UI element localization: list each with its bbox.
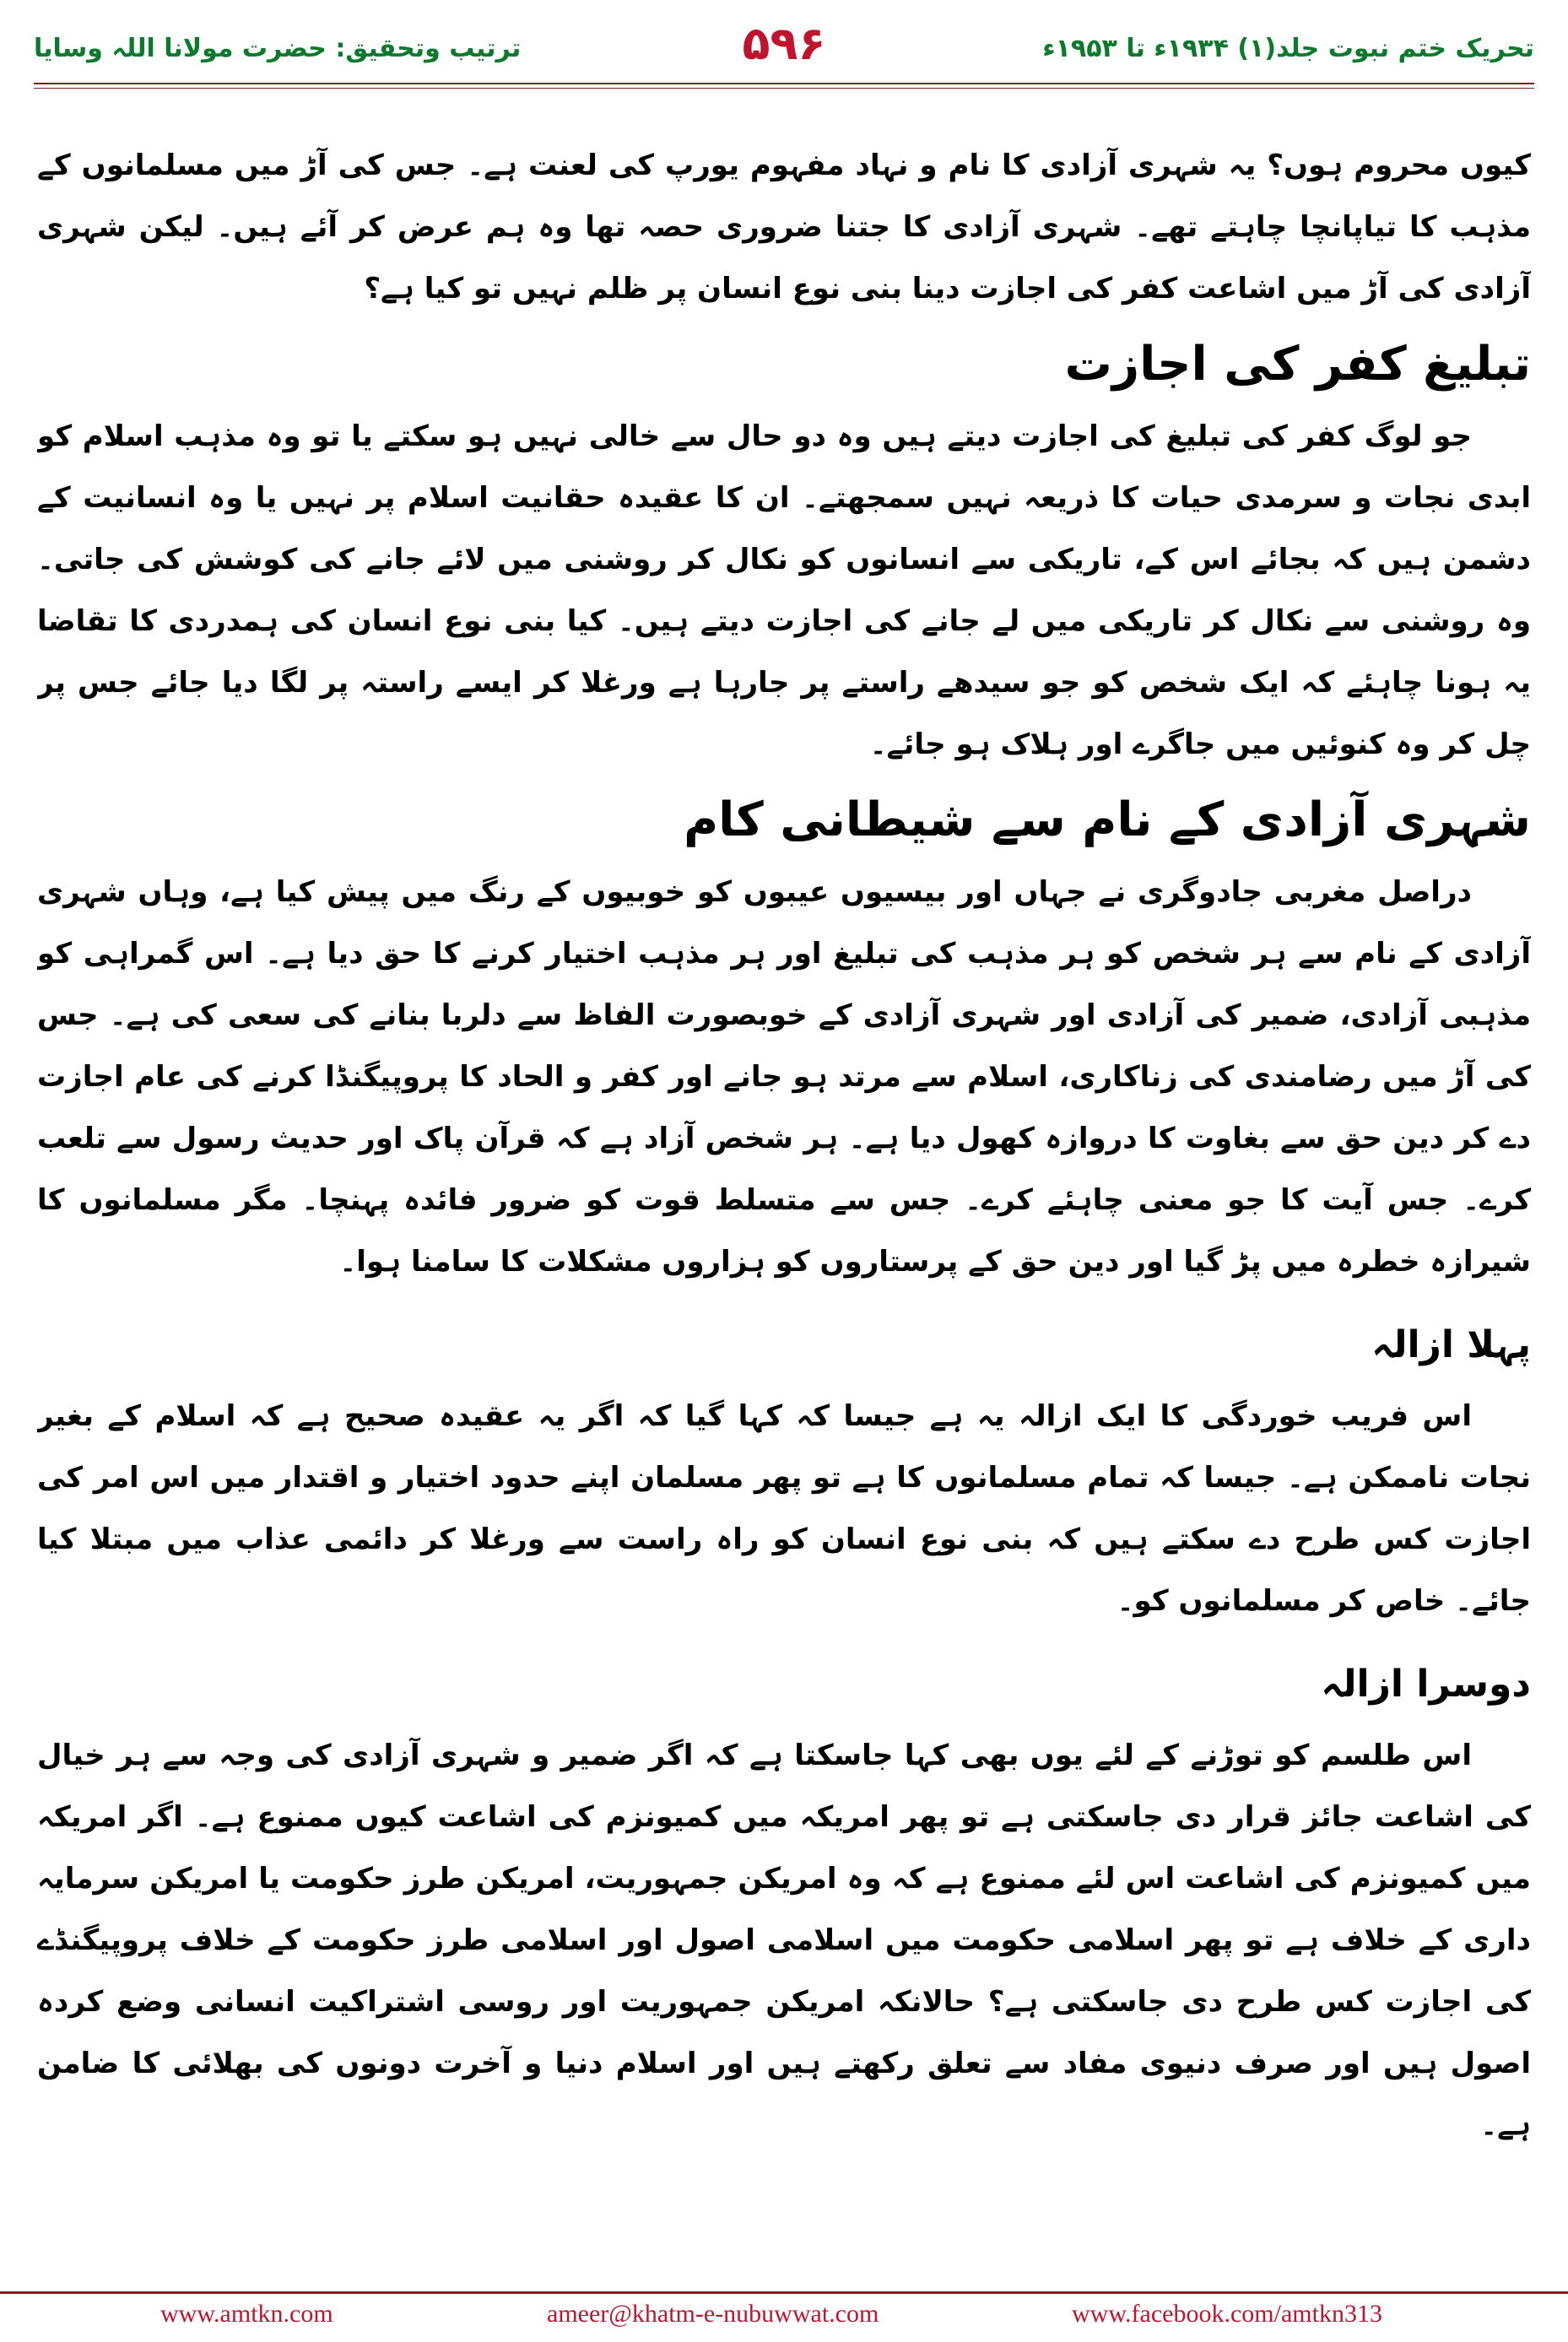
section-heading-shaitani-kaam: شہری آزادی کے نام سے شیطانی کام — [684, 792, 1531, 847]
footer-email-link[interactable]: ameer@khatm-e-nubuwwat.com — [547, 2300, 879, 2328]
header-divider — [34, 83, 1534, 84]
header-compiler-credit: ترتیب وتحقیق: حضرت مولانا اللہ وسایا — [34, 34, 522, 63]
footer-website-link[interactable]: www.amtkn.com — [160, 2300, 333, 2328]
page-body — [37, 135, 1531, 2245]
header-divider-thin — [34, 88, 1534, 89]
page-footer — [0, 2291, 1568, 2342]
section-heading-doosra-izala: دوسرا ازالہ — [1321, 1663, 1531, 1706]
header-book-title: تحریک ختم نبوت جلد(۱) ۱۹۳۴ء تا ۱۹۵۳ء — [1042, 34, 1534, 63]
pehla-izala-paragraph: اس فریب خوردگی کا ایک ازالہ یہ ہے جیسا کہ کہا گیا کہ اگر یہ عقیدہ صحیح ہے کہ اسلام کے بغیر نجات ناممکن ہے۔ جیسا کہ تمام مسلمانوں کا ہے تو پھر مسلمان اپنے حدود اختیار و اقتدار میں اس امر کی اجازت کس طرح دے سکتے ہیں کہ بنی نوع انسان کو راہ راست سے ورغلا کر دائمی عذاب میں مبتلا کیا جائے۔ خاص کر مسلمانوں کو۔ — [37, 1399, 1531, 1618]
footer-divider — [0, 2291, 1568, 2294]
intro-paragraph: کیوں محروم ہوں؟ یہ شہری آزادی کا نام و نہاد مفہوم یورپ کی لعنت ہے۔ جس کی آڑ میں مسلمانوں کے مذہب کا تیاپانچا چاہتے تھے۔ شہری آزادی کا جتنا ضروری حصہ تھا وہ ہم عرض کر آئے ہیں۔ لیکن شہری آزادی کی آڑ میں اشاعت کفر کی اجازت دینا بنی نوع انسان پر ظلم نہیں تو کیا ہے؟ — [37, 149, 1531, 306]
page-number: ۵۹۶ — [742, 17, 826, 70]
tabligh-kufr-paragraph: جو لوگ کفر کی تبلیغ کی اجازت دیتے ہیں وہ دو حال سے خالی نہیں ہو سکتے یا تو وہ مذہب اسلام کو ابدی نجات و سرمدی حیات کا ذریعہ نہیں سمجھتے۔ ان کا عقیدہ حقانیت اسلام پر نہیں یا وہ انسانیت کے دشمن ہیں کہ بجائے اس کے، تاریکی سے انسانوں کو نکال کر روشنی میں لائے جانے کی کوشش کی جاتی۔ وہ روشنی سے نکال کر تاریکی میں لے جانے کی اجازت دیتے ہیں۔ کیا بنی نوع انسان کی ہمدردی کا تقاضا یہ ہونا چاہئے کہ ایک شخص کو جو سیدھے راستے پر جارہا ہے ورغلا کر ایسے راستہ پر لگا دیا جائے جس پر چل کر وہ کنوئیں میں جاگرے اور ہلاک ہو جائے۔ — [37, 419, 1531, 761]
section-heading-pehla-izala: پہلا ازالہ — [1371, 1323, 1531, 1366]
section-heading-tabligh-kufr: تبلیغ کفر کی اجازت — [1064, 337, 1531, 392]
page-header — [34, 0, 1534, 91]
footer-facebook-link[interactable]: www.facebook.com/amtkn313 — [1072, 2300, 1382, 2328]
shaitani-kaam-paragraph: دراصل مغربی جادوگری نے جہاں اور بیسیوں عیبوں کو خوبیوں کے رنگ میں پیش کیا ہے، وہاں شہری آزادی کے نام سے ہر شخص کو ہر مذہب کی تبلیغ اور ہر مذہب اختیار کرنے کا حق دیا ہے۔ اس گمراہی کو مذہبی آزادی، ضمیر کی آزادی اور شہری آزادی کے خوبصورت الفاظ سے دلربا بنانے کی سعی کی ہے۔ جس کی آڑ میں رضامندی کی زناکاری، اسلام سے مرتد ہو جانے اور کفر و الحاد کا پروپیگنڈا کرنے کی عام اجازت دے کر دین حق سے بغاوت کا دروازہ کھول دیا ہے۔ ہر شخص آزاد ہے کہ قرآن پاک اور حدیث رسول سے تلعب کرے۔ جس آیت کا جو معنی چاہئے کرے۔ جس سے متسلط قوت کو ضرور فائدہ پہنچا۔ مگر مسلمانوں کا شیرازہ خطرہ میں پڑ گیا اور دین حق کے پرستاروں کو ہزاروں مشکلات کا سامنا ہوا۔ — [37, 875, 1531, 1279]
doosra-izala-paragraph: اس طلسم کو توڑنے کے لئے یوں بھی کہا جاسکتا ہے کہ اگر ضمیر و شہری آزادی کی وجہ سے ہر خیال کی اشاعت جائز قرار دی جاسکتی ہے تو پھر امریکہ میں کمیونزم کی اشاعت کیوں ممنوع ہے۔ اگر امریکہ میں کمیونزم کی اشاعت اس لئے ممنوع ہے کہ وہ امریکن جمہوریت، امریکن طرز حکومت یا امریکن سرمایہ داری کے خلاف ہے تو پھر اسلامی حکومت میں اسلامی اصول اور اسلامی طرز حکومت کے خلاف پروپیگنڈے کی اجازت کس طرح دی جاسکتی ہے؟ حالانکہ امریکن جمہوریت اور روسی اشتراکیت انسانی وضع کردہ اصول ہیں اور صرف دنیوی مفاد سے تعلق رکھتے ہیں اور اسلام دنیا و آخرت دونوں کی بھلائی کا ضامن ہے۔ — [37, 1739, 1531, 2142]
